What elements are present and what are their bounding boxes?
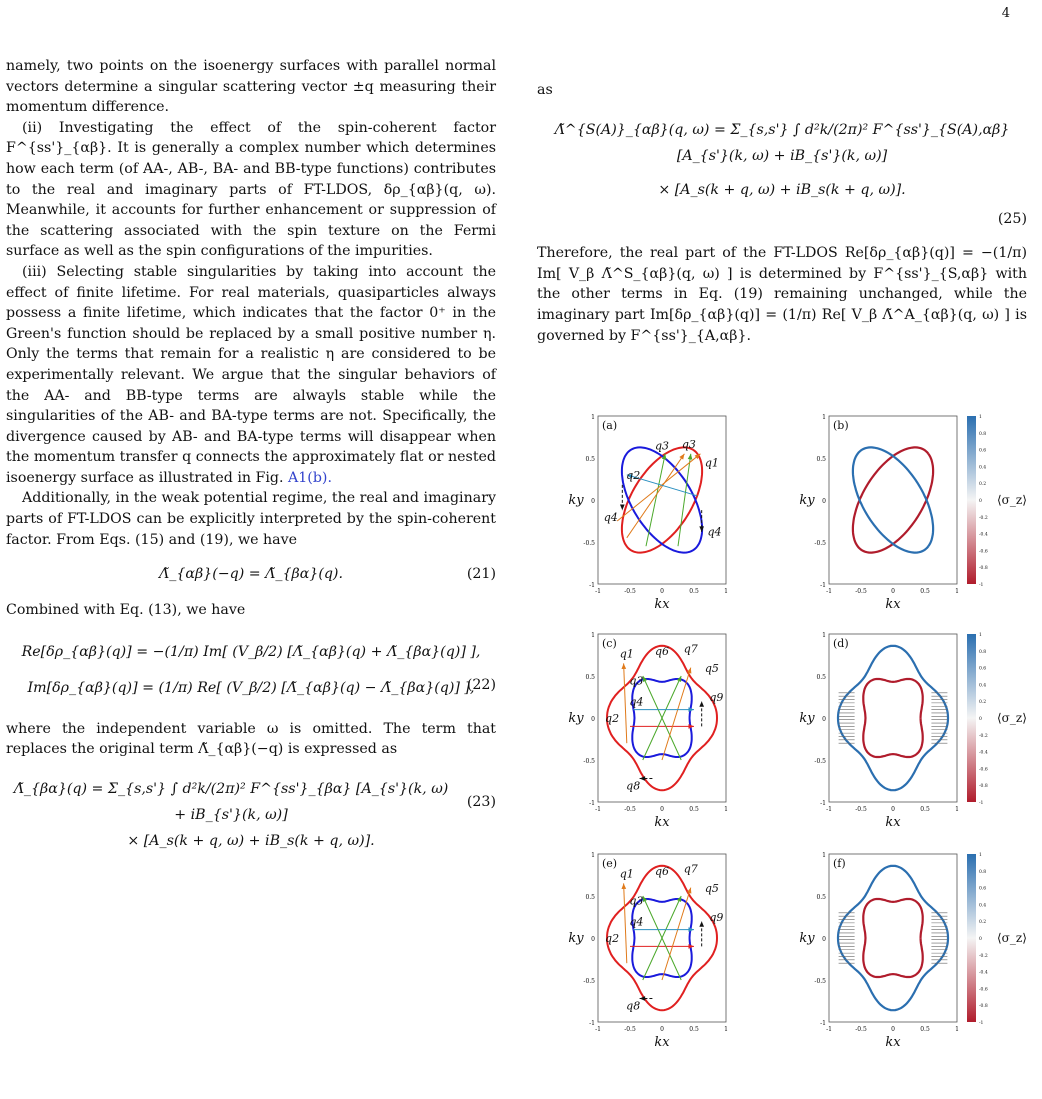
colorbar-tick: 0.6 [979,666,987,672]
y-tick-label: -0.5 [583,540,595,547]
x-tick-label: 0.5 [689,588,699,595]
colorbar-tick: -0.4 [979,532,988,538]
colorbar-tick: -0.2 [979,733,988,739]
figure-svg [568,408,1027,1056]
figure-panel [568,852,728,1050]
x-tick-label: -1 [826,588,832,595]
colorbar-tick: 0.4 [979,683,987,689]
x-tick-label: 0.5 [689,806,699,813]
x-tick-label: -1 [826,1026,832,1033]
y-axis-label: ky [568,931,584,946]
x-tick-label: 1 [724,806,728,813]
y-axis-label: ky [799,493,815,508]
y-tick-label: 1 [591,632,595,639]
q-label: q1 [619,867,634,881]
colorbar-tick: -0.4 [979,750,988,756]
y-tick-label: -1 [589,1020,595,1027]
equation-25 [537,117,1027,230]
panel-frame [829,854,957,1022]
x-tick-label: 0 [891,588,895,595]
q-label: q7 [683,642,698,656]
x-tick-label: -0.5 [624,806,636,813]
equation-number: (25) [997,210,1027,227]
colorbar-tick: -0.8 [979,1004,988,1010]
panel-label: (d) [833,637,849,650]
paragraph: Additionally, in the weak potential regime, the real and imaginary parts of FT-LDOS can be explicitly interpreted by the spin-coherent factor. From Eqs. (15) and (19), we have [6,490,496,548]
paragraph [6,262,496,489]
equation-body: Λ̃^{S(A)}_{αβ}(q, ω) = Σ_{s,s'} ∫ d²k/(2π)² F^{ss'}_{S(A),αβ} [A_{s'}(k, ω) + iB_{s'}(k, ω)] [554,121,1010,164]
y-tick-label: -1 [589,800,595,807]
y-tick-label: 0.5 [585,674,595,681]
x-axis-label: kx [885,597,901,612]
q-label: q3 [654,439,670,453]
equation-body: Λ̃_{αβ}(−q) = Λ̃_{βα}(q). [159,566,343,583]
q-label: q4 [603,511,618,524]
colorbar-gradient [967,634,976,802]
y-axis-label: ky [568,493,584,508]
y-tick-label: 1 [822,632,826,639]
equation-number: (21) [466,566,496,583]
figure-panel [568,414,728,612]
paragraph: where the independent variable ω is omitted. The term that replaces the original term Λ̃_{αβ}(−q) is expressed as [6,720,496,758]
paragraph: as [537,82,553,98]
equation-21 [6,564,496,586]
panel-label: (e) [602,857,618,870]
x-tick-label: -1 [595,588,601,595]
q-label: q2 [605,932,620,946]
x-tick-label: 0 [891,806,895,813]
q-label: q9 [709,911,724,925]
y-tick-label: 0 [822,498,826,505]
x-tick-label: 1 [955,806,959,813]
panel-frame [829,634,957,802]
y-axis-label: ky [799,931,815,946]
q-label: q7 [683,862,698,876]
q-label: q2 [605,712,620,726]
colorbar [967,632,1027,806]
colorbar-tick: 0.6 [979,886,987,892]
colorbar-tick: 0 [979,717,982,722]
y-tick-label: 0 [591,716,595,723]
y-tick-label: 1 [822,852,826,859]
colorbar-tick: 0.8 [979,431,987,437]
x-axis-label: kx [885,815,901,830]
equation-body: Re[δρ_{αβ}(q)] = −(1/π) Im[ (V_β/2) [Λ̃_{αβ}(q) + Λ̃_{βα}(q)] ], [21,643,481,660]
equation-body: × [A_s(k + q, ω) + iB_s(k + q, ω)]. [658,181,906,198]
colorbar-tick: 1 [979,633,982,638]
colorbar-tick: 0.4 [979,903,987,909]
x-tick-label: 1 [724,1026,728,1033]
figure [568,408,1027,1056]
x-tick-label: 0 [660,806,664,813]
colorbar-tick: -0.2 [979,953,988,959]
x-tick-label: 0 [660,1026,664,1033]
y-tick-label: -0.5 [814,540,826,547]
colorbar-tick: 0 [979,937,982,942]
figure-panel [799,852,959,1050]
colorbar-tick: -0.2 [979,515,988,521]
y-tick-label: -0.5 [814,758,826,765]
y-tick-label: 1 [591,852,595,859]
q-label: q3 [629,894,644,908]
y-tick-label: -0.5 [583,758,595,765]
x-tick-label: 0.5 [920,588,930,595]
q-label: q5 [704,661,719,675]
paragraph: Combined with Eq. (13), we have [6,602,246,619]
x-tick-label: -0.5 [855,588,867,595]
y-tick-label: -1 [820,582,826,589]
colorbar-label: ⟨σ_z⟩ [997,493,1027,507]
panel-label: (a) [602,419,618,432]
q-label: q1 [619,647,634,661]
y-tick-label: 0.5 [816,674,826,681]
y-tick-label: -0.5 [583,978,595,985]
x-tick-label: -1 [595,806,601,813]
colorbar-tick: 0.4 [979,465,987,471]
colorbar-tick: 1 [979,853,982,858]
equation-number: (23) [466,794,496,811]
y-tick-label: -1 [820,1020,826,1027]
equation-body: Im[δρ_{αβ}(q)] = (1/π) Re[ (V_β/2) [Λ̃_{αβ}(q) − Λ̃_{βα}(q)] ], [27,679,475,696]
x-tick-label: -0.5 [624,588,636,595]
q-label: q6 [654,645,670,658]
q-label: q4 [629,695,644,709]
x-tick-label: -0.5 [624,1026,636,1033]
equation-body: × [A_s(k + q, ω) + iB_s(k + q, ω)]. [127,833,375,850]
equation-23 [6,776,496,854]
x-axis-label: kx [885,1035,901,1050]
q-label: q3 [681,437,696,451]
x-axis-label: kx [654,597,670,612]
q-label: q2 [626,469,641,482]
colorbar-tick: 0.2 [979,482,987,488]
paragraph-text: (iii) Selecting stable singularities by taking into account the effect of finite lifetime. For real materials, quasiparticles always possess a finite lifetime, which indicates that the factor 0⁺ in the Green's function should be replaced by a small positive number η. Only the terms that remain for a realistic η are considered to be experimentally relevant. We argue that the singular behaviors of the AA- and BB-type terms are alwayls stable while the singularities of the AB- and BA-type terms are not. Specifically, the divergence caused by AB- and BA-type terms will disappear when the momentum transfer q connects the approximately flat or nested isoenergy surface as illustrated in Fig. [6,263,496,486]
x-axis-label: kx [654,1035,670,1050]
y-tick-label: -0.5 [814,978,826,985]
q-label: q8 [626,999,641,1013]
paragraph: namely, two points on the isoenergy surfaces with parallel normal vectors determine a singular scattering vector ±q measuring their momentum difference. [6,58,496,116]
x-tick-label: 0.5 [689,1026,699,1033]
y-tick-label: 1 [591,414,595,421]
panel-label: (b) [833,419,849,432]
colorbar-label: ⟨σ_z⟩ [997,931,1027,945]
q-label: q6 [654,865,670,878]
y-tick-label: 0.5 [585,456,595,463]
figure-panel [799,414,959,612]
y-tick-label: -1 [820,800,826,807]
q-label: q4 [629,915,644,929]
x-axis-label: kx [654,815,670,830]
colorbar-tick: -1 [979,1021,984,1026]
y-tick-label: 0 [822,716,826,723]
figure-link[interactable]: A1(b). [288,469,332,486]
equation-body: Λ̃_{βα}(q) = Σ_{s,s'} ∫ d²k/(2π)² F^{ss'}_{βα} [A_{s'}(k, ω) + iB_{s'}(k, ω)] [13,781,449,824]
colorbar-gradient [967,854,976,1022]
x-tick-label: 0.5 [920,1026,930,1033]
y-tick-label: 0 [591,936,595,943]
q-label: q8 [626,779,641,793]
colorbar-tick: 1 [979,415,982,420]
q-label: q9 [709,691,724,705]
left-column [6,56,496,870]
colorbar-tick: 0.2 [979,920,987,926]
figure-panel [799,632,959,830]
paragraph: (ii) Investigating the effect of the spin-coherent factor F^{ss'}_{αβ}. It is generally a complex number which determines how each term (of AA-, AB-, BA- and BB-type functions) contributes to the real and imaginary parts of FT-LDOS, δρ_{αβ}(q, ω). Meanwhile, it accounts for further enhancement or suppression of the scattering associated with the spin texture on the Fermi surface as well as the spin configurations of the impurities. [6,119,496,260]
colorbar-gradient [967,416,976,584]
equation-number: (22) [466,676,496,693]
panel-label: (f) [833,857,846,870]
page-number: 4 [1001,6,1010,21]
panel-label: (c) [602,637,617,650]
x-tick-label: 1 [955,1026,959,1033]
y-tick-label: 0 [822,936,826,943]
q-label: q4 [707,525,722,539]
y-tick-label: 0 [591,498,595,505]
colorbar-tick: -0.8 [979,566,988,572]
y-tick-label: 0.5 [585,894,595,901]
colorbar-tick: -0.6 [979,987,988,993]
q-label: q1 [704,456,719,470]
paragraph: Therefore, the real part of the FT-LDOS Re[δρ_{αβ}(q)] = −(1/π) Im[ V_β Λ̃^S_{αβ}(q, ω) ] is determined by F^{ss'}_{S,αβ} with the other terms in Eq. (19) remaining unchanged, while the imaginary part Im[δρ_{αβ}(q)] = (1/π) Re[ V_β Λ̃^A_{αβ}(q, ω) ] is governed by F^{ss'}_{A,αβ}. [537,245,1027,344]
y-tick-label: 0.5 [816,456,826,463]
x-tick-label: -0.5 [855,1026,867,1033]
colorbar-tick: -1 [979,801,984,806]
colorbar-tick: -0.6 [979,767,988,773]
colorbar-tick: -0.4 [979,970,988,976]
y-axis-label: ky [568,711,584,726]
panel-frame [829,416,957,584]
x-tick-label: -0.5 [855,806,867,813]
q-label: q3 [629,674,644,688]
x-tick-label: 1 [724,588,728,595]
q-label: q5 [704,881,719,895]
colorbar-tick: -0.8 [979,784,988,790]
colorbar-tick: 0 [979,499,982,504]
y-tick-label: -1 [589,582,595,589]
x-tick-label: 1 [955,588,959,595]
colorbar-tick: -1 [979,583,984,588]
colorbar-tick: 0.8 [979,649,987,655]
equation-22 [6,639,496,701]
x-tick-label: 0 [891,1026,895,1033]
colorbar [967,414,1027,588]
colorbar-tick: 0.8 [979,869,987,875]
x-tick-label: -1 [826,806,832,813]
y-tick-label: 0.5 [816,894,826,901]
right-column [537,80,1027,346]
figure-panel [568,632,728,830]
colorbar-tick: 0.2 [979,700,987,706]
colorbar-tick: 0.6 [979,448,987,454]
x-tick-label: 0.5 [920,806,930,813]
colorbar-tick: -0.6 [979,549,988,555]
x-tick-label: -1 [595,1026,601,1033]
y-tick-label: 1 [822,414,826,421]
colorbar [967,852,1027,1026]
colorbar-label: ⟨σ_z⟩ [997,711,1027,725]
y-axis-label: ky [799,711,815,726]
x-tick-label: 0 [660,588,664,595]
